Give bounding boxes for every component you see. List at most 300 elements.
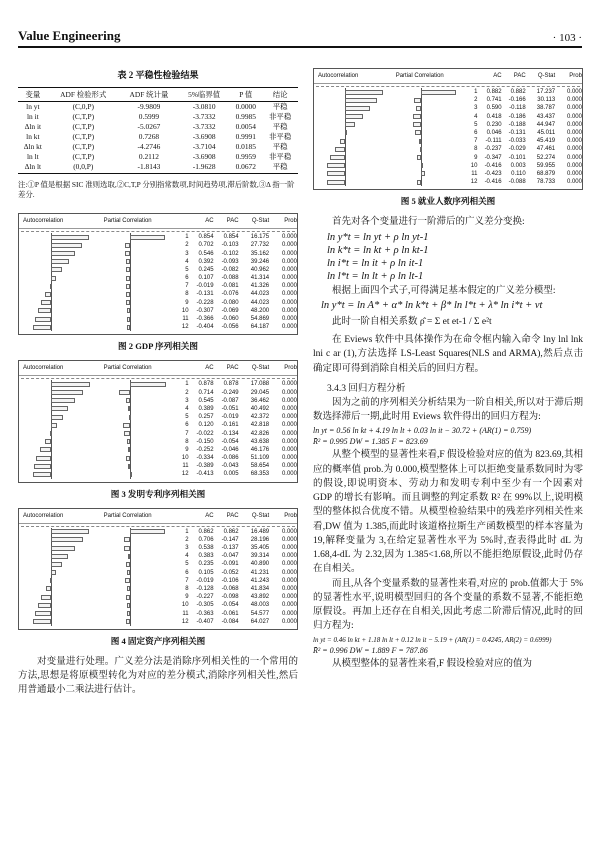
- value-ac: -0.131: [196, 291, 214, 298]
- table-row: [18, 122, 298, 132]
- ac-bar: [51, 235, 89, 240]
- table-header-cell: ADF 检验形式: [48, 88, 119, 102]
- value-ac: 0.741: [486, 97, 502, 104]
- value-ac: -0.407: [196, 618, 214, 625]
- table-row: [18, 132, 298, 142]
- section-heading: 3.4.3 回归方程分析: [327, 383, 406, 394]
- rho-formula: 此时一阶自相关系数 ρ̂ = Σ et et-1 / Σ e²t: [332, 316, 492, 327]
- pac-bar-cell: [100, 610, 175, 618]
- correlogram-header-cell: AC: [205, 512, 214, 519]
- correlogram-header-cell: PAC: [226, 365, 239, 372]
- divider: [21, 378, 295, 379]
- axis-line: [51, 315, 52, 323]
- value-pac: -0.118: [509, 105, 526, 112]
- value-lag: 3: [474, 105, 478, 112]
- pac-bar-cell: [100, 560, 175, 568]
- pac-bar-cell: [100, 446, 175, 454]
- table-cell: -9.9809: [137, 101, 161, 111]
- axis-line: [130, 307, 131, 315]
- value-ac: -0.413: [196, 471, 214, 478]
- table-cell: 非平稳: [269, 152, 292, 162]
- value-pac: 0.003: [510, 162, 526, 169]
- axis-line: [130, 315, 131, 323]
- value-ac: 0.389: [198, 405, 214, 412]
- ac-bar-cell: [19, 290, 100, 298]
- correlogram-row: [19, 536, 297, 544]
- pac-bar: [124, 546, 130, 551]
- correlogram-header: [19, 509, 297, 524]
- table-cell: (C,T,P): [72, 121, 95, 131]
- value-ac: 0.706: [198, 536, 214, 543]
- axis-line: [130, 569, 131, 577]
- spacer: [314, 186, 582, 189]
- value-prob: 0.000: [281, 422, 297, 429]
- correlogram-row: [19, 601, 297, 609]
- pac-bar: [126, 259, 130, 264]
- correlogram-box: [18, 360, 298, 482]
- pac-bar-cell: [100, 307, 175, 315]
- ac-bar-cell: [19, 405, 100, 413]
- axis-line: [130, 446, 131, 454]
- divider: [316, 86, 580, 87]
- body-paragraph: 根据上面四个式子,可得满足基本假定的广义差分模型:: [332, 285, 556, 296]
- ac-bar: [45, 439, 52, 444]
- correlogram-row: [19, 307, 297, 315]
- value-q: 68.879: [536, 170, 556, 177]
- axis-line: [130, 282, 131, 290]
- value-prob: 0.000: [281, 528, 297, 535]
- axis-line: [130, 421, 131, 429]
- pac-bar-cell: [100, 536, 175, 544]
- pac-bar-cell: [100, 430, 175, 438]
- value-q: 28.196: [250, 536, 270, 543]
- value-pac: -0.056: [221, 324, 239, 331]
- value-pac: -0.047: [221, 553, 239, 560]
- pac-bar-cell: [100, 413, 175, 421]
- ac-bar-cell: [19, 258, 100, 266]
- value-lag: 10: [470, 162, 478, 169]
- page-number: · 103 ·: [552, 32, 582, 44]
- table-cell: 0.9985: [235, 111, 256, 121]
- value-pac: -0.147: [221, 536, 239, 543]
- value-q: 43.638: [250, 438, 270, 445]
- correlogram-row: [314, 113, 582, 121]
- pac-bar: [421, 163, 423, 168]
- value-prob: 0.000: [566, 89, 582, 95]
- value-prob: 0.000: [566, 97, 582, 104]
- ac-bar-cell: [19, 593, 100, 601]
- correlogram-row: [19, 250, 297, 258]
- value-pac: -0.098: [221, 594, 239, 601]
- pac-bar-cell: [100, 454, 175, 462]
- ac-bar: [34, 464, 51, 469]
- correlogram-box: [313, 68, 583, 190]
- pac-bar: [126, 267, 129, 272]
- value-q: 48.003: [250, 602, 270, 609]
- value-lag: 9: [185, 299, 189, 306]
- axis-line: [130, 405, 131, 413]
- table-cell: 0.5999: [138, 111, 160, 121]
- value-q: 17.237: [536, 89, 556, 95]
- ac-bar: [330, 155, 345, 160]
- pac-bar-cell: [392, 137, 464, 145]
- value-prob: 0.000: [281, 275, 297, 282]
- ac-bar: [51, 537, 82, 542]
- value-prob: 0.000: [281, 324, 297, 331]
- value-lag: 6: [185, 422, 189, 429]
- ac-bar-cell: [314, 137, 392, 145]
- value-pac: -0.088: [221, 275, 239, 282]
- pac-bar: [126, 595, 130, 600]
- value-prob: 0.000: [281, 250, 297, 257]
- value-prob: 0.000: [281, 283, 297, 290]
- value-lag: 3: [185, 545, 189, 552]
- ac-bar: [51, 382, 90, 387]
- value-ac: 0.538: [198, 545, 214, 552]
- value-pac: -0.186: [508, 113, 526, 120]
- value-prob: 0.000: [281, 545, 297, 552]
- value-ac: 0.590: [486, 105, 502, 112]
- value-lag: 7: [185, 430, 189, 437]
- axis-line: [51, 585, 52, 593]
- body-paragraph: 因为之前的序列相关分析结果为一阶自相关,所以对于滞后期数选择滞后一期,此时用 Eviews 软件得出的回归方程为:: [313, 397, 583, 422]
- table-cell: 平稳: [262, 163, 298, 174]
- ac-bar: [51, 406, 68, 411]
- value-prob: 0.000: [281, 405, 297, 412]
- axis-line: [421, 129, 422, 137]
- correlogram-row: [19, 290, 297, 298]
- value-q: 64.187: [250, 324, 270, 331]
- equation: ln k*t = ln kt + ρ ln kt-1: [327, 244, 429, 256]
- axis-line: [130, 389, 131, 397]
- value-q: 44.947: [536, 121, 556, 128]
- table-cell: ln it: [26, 111, 39, 121]
- correlogram-row: [19, 413, 297, 421]
- ac-bar: [51, 251, 75, 256]
- pac-bar: [125, 243, 129, 248]
- value-q: 44.023: [250, 299, 270, 306]
- value-prob: 0.000: [281, 414, 297, 421]
- value-q: 30.113: [537, 97, 556, 104]
- pac-bar-cell: [100, 577, 175, 585]
- ac-bar: [51, 267, 62, 272]
- value-pac: 0.854: [223, 234, 239, 241]
- value-pac: -0.161: [221, 422, 239, 429]
- axis-line: [345, 162, 346, 170]
- pac-bar-cell: [100, 569, 175, 577]
- correlogram-row: [314, 104, 582, 112]
- value-ac: 0.383: [198, 553, 214, 560]
- value-ac: -0.022: [196, 430, 214, 437]
- pac-bar-cell: [392, 88, 464, 96]
- value-pac: -0.082: [221, 266, 239, 273]
- pac-bar-cell: [100, 601, 175, 609]
- correlogram-header-cell: AC: [205, 218, 214, 225]
- table-cell: 平稳: [272, 142, 288, 152]
- value-ac: 0.120: [198, 422, 214, 429]
- table-header-cell: ADF 统计量: [119, 88, 179, 102]
- value-ac: -0.389: [196, 463, 214, 470]
- value-prob: 0.000: [281, 569, 297, 576]
- value-pac: -0.054: [221, 438, 239, 445]
- correlogram-row: [19, 577, 297, 585]
- value-q: 40.962: [250, 266, 270, 273]
- value-prob: 0.000: [566, 170, 582, 177]
- value-q: 16.489: [250, 528, 270, 535]
- value-ac: 0.235: [198, 561, 214, 568]
- pac-bar: [417, 180, 421, 185]
- table-cell: 0.9959: [235, 152, 256, 162]
- value-ac: -0.416: [484, 162, 502, 169]
- pac-bar-cell: [100, 233, 175, 241]
- value-pac: -0.068: [221, 585, 239, 592]
- correlogram-row: [314, 96, 582, 104]
- correlogram-row: [314, 145, 582, 153]
- ac-bar-cell: [314, 129, 392, 137]
- value-pac: -0.101: [508, 154, 526, 161]
- ac-bar-cell: [314, 162, 392, 170]
- value-lag: 7: [185, 283, 189, 290]
- value-lag: 11: [182, 610, 189, 617]
- value-q: 38.787: [536, 105, 556, 112]
- ac-bar-cell: [19, 618, 100, 626]
- pac-bar: [130, 235, 165, 240]
- axis-line: [130, 299, 131, 307]
- pac-bar-cell: [100, 290, 175, 298]
- value-q: 42.818: [250, 422, 270, 429]
- pac-bar-cell: [100, 593, 175, 601]
- pac-bar: [128, 464, 130, 469]
- value-prob: 0.000: [281, 618, 297, 625]
- value-q: 39.246: [250, 258, 270, 265]
- table-cell: (C,T,P): [72, 111, 95, 121]
- pac-bar: [127, 439, 129, 444]
- pac-bar-cell: [100, 462, 175, 470]
- axis-line: [130, 438, 131, 446]
- value-lag: 5: [185, 266, 189, 273]
- table-cell: 非平稳: [269, 132, 292, 142]
- value-prob: 0.000: [281, 242, 297, 249]
- value-pac: 0.882: [510, 89, 526, 95]
- value-lag: 8: [185, 438, 189, 445]
- correlogram-header-cell: Q-Stat: [251, 218, 270, 225]
- ac-bar: [51, 546, 75, 551]
- value-ac: -0.305: [196, 602, 214, 609]
- table-cell: -4.2746: [137, 142, 161, 152]
- value-lag: 3: [185, 397, 189, 404]
- value-pac: -0.054: [221, 602, 239, 609]
- value-lag: 4: [185, 258, 189, 265]
- equation: ln i*t = ln it + ρ ln it-1: [327, 257, 424, 269]
- pac-bar: [125, 251, 129, 256]
- value-lag: 9: [185, 594, 189, 601]
- value-lag: 5: [185, 561, 189, 568]
- figure-caption: 图 3 发明专利序列相关图: [110, 488, 206, 499]
- table-cell: -3.6908: [192, 152, 216, 162]
- correlogram-header-cell: Partial Correlation: [103, 365, 152, 372]
- ac-bar-cell: [19, 446, 100, 454]
- table-caption: 表 2 平稳性检验结果: [117, 70, 199, 80]
- value-q: 41.834: [250, 585, 270, 592]
- correlogram-header-cell: AC: [493, 73, 502, 79]
- pac-bar-cell: [100, 315, 175, 323]
- correlogram-row: [19, 462, 297, 470]
- axis-line: [345, 145, 346, 153]
- value-ac: -0.128: [196, 585, 214, 592]
- axis-line: [421, 96, 422, 104]
- correlogram-gdp: [18, 213, 298, 352]
- ac-bar-cell: [19, 380, 100, 388]
- value-prob: 0.000: [566, 121, 582, 128]
- correlogram-row: [314, 137, 582, 145]
- correlogram-header: [19, 361, 297, 376]
- correlogram-row: [19, 552, 297, 560]
- value-ac: -0.019: [196, 283, 214, 290]
- value-prob: 0.000: [281, 307, 297, 314]
- axis-line: [130, 544, 131, 552]
- correlogram-header-cell: Prob: [284, 512, 297, 519]
- table-cell: -5.0267: [137, 121, 161, 131]
- pac-bar-cell: [100, 250, 175, 258]
- value-lag: 12: [181, 471, 189, 478]
- value-prob: 0.000: [281, 471, 297, 478]
- table-header-cell: 结论: [262, 88, 298, 102]
- figure-caption: 图 4 固定资产序列相关图: [110, 635, 206, 646]
- value-ac: -0.150: [196, 438, 214, 445]
- pac-bar: [126, 284, 129, 289]
- axis-line: [421, 104, 422, 112]
- pac-bar: [123, 423, 130, 428]
- figure-caption: 图 5 就业人数序列相关图: [400, 196, 496, 207]
- value-lag: 1: [474, 89, 478, 95]
- pac-bar-cell: [392, 96, 464, 104]
- pac-bar: [127, 308, 130, 313]
- axis-line: [51, 593, 52, 601]
- value-q: 47.461: [536, 146, 556, 153]
- ac-bar: [345, 122, 355, 127]
- pac-bar-cell: [100, 266, 175, 274]
- value-lag: 4: [474, 113, 478, 120]
- pac-bar: [129, 415, 131, 420]
- value-q: 44.023: [250, 291, 270, 298]
- ac-bar: [38, 603, 52, 608]
- value-pac: -0.103: [221, 242, 239, 249]
- value-prob: 0.000: [281, 536, 297, 543]
- correlogram-row: [19, 585, 297, 593]
- ac-bar-cell: [19, 250, 100, 258]
- value-q: 40.890: [250, 561, 270, 568]
- table-cell: (C,0,P): [72, 101, 94, 111]
- value-pac: -0.043: [221, 463, 239, 470]
- table-cell: 平稳: [272, 121, 288, 131]
- correlogram-header-cell: Partial Correlation: [395, 73, 444, 79]
- table-cell: 非平稳: [269, 111, 292, 121]
- value-ac: 0.105: [198, 569, 214, 576]
- value-prob: 0.000: [281, 610, 297, 617]
- pac-bar: [128, 406, 130, 411]
- pac-bar-cell: [100, 585, 175, 593]
- pac-bar-cell: [392, 162, 464, 170]
- value-q: 42.372: [250, 414, 270, 421]
- correlogram-header-cell: Partial Correlation: [103, 512, 152, 519]
- pac-bar-cell: [100, 389, 175, 397]
- value-prob: 0.000: [281, 299, 297, 306]
- value-ac: 0.882: [486, 89, 502, 95]
- correlogram-row: [19, 430, 297, 438]
- axis-line: [51, 610, 52, 618]
- value-ac: 0.862: [198, 528, 214, 535]
- pac-bar-cell: [100, 299, 175, 307]
- ac-bar-cell: [19, 552, 100, 560]
- ac-bar-cell: [314, 145, 392, 153]
- pac-bar-cell: [100, 552, 175, 560]
- ac-bar-cell: [19, 233, 100, 241]
- value-prob: 0.000: [281, 602, 297, 609]
- value-prob: 0.000: [281, 446, 297, 453]
- pac-bar-cell: [100, 421, 175, 429]
- pac-bar: [127, 586, 130, 591]
- value-prob: 0.000: [281, 397, 297, 404]
- table-cell: 0.9991: [235, 132, 256, 142]
- value-q: 51.109: [250, 455, 270, 462]
- ac-bar: [51, 554, 68, 559]
- value-lag: 8: [474, 146, 478, 153]
- table-cell: 0.0000: [235, 101, 256, 111]
- value-prob: 0.000: [566, 105, 582, 112]
- value-lag: 7: [185, 577, 189, 584]
- body-paragraph: 从模型整体的显著性来看,F 假设检验对应的值为: [332, 658, 533, 669]
- ac-bar-cell: [19, 462, 100, 470]
- ac-bar: [345, 90, 383, 95]
- pac-bar: [128, 554, 130, 559]
- ac-bar-cell: [19, 528, 100, 536]
- pac-bar: [421, 171, 425, 176]
- axis-line: [130, 274, 131, 282]
- value-prob: 0.000: [566, 146, 582, 153]
- ac-bar-cell: [19, 282, 100, 290]
- axis-line: [421, 154, 422, 162]
- ac-bar: [51, 259, 68, 264]
- value-pac: -0.102: [221, 250, 239, 257]
- value-lag: 6: [474, 129, 478, 136]
- value-ac: -0.363: [196, 610, 214, 617]
- ac-bar: [51, 398, 75, 403]
- ac-bar-cell: [314, 113, 392, 121]
- correlogram-row: [19, 233, 297, 241]
- correlogram-row: [19, 560, 297, 568]
- table-cell: 0.0672: [229, 163, 262, 174]
- correlogram-row: [19, 569, 297, 577]
- pac-bar: [421, 90, 456, 95]
- pac-bar: [126, 292, 129, 297]
- table-cell: -3.6908: [192, 132, 216, 142]
- correlogram-header-cell: PAC: [226, 512, 239, 519]
- value-q: 58.654: [250, 463, 270, 470]
- value-lag: 10: [181, 602, 189, 609]
- value-q: 78.733: [536, 179, 556, 186]
- correlogram-row: [19, 544, 297, 552]
- value-pac: -0.091: [221, 561, 239, 568]
- model-equation: ln y*t = ln A* + α* ln k*t + β* ln l*t + λ* ln i*t + νt: [321, 299, 543, 311]
- value-ac: 0.230: [486, 121, 502, 128]
- value-pac: 0.110: [511, 170, 526, 177]
- value-q: 41.243: [250, 577, 270, 584]
- correlogram-header-cell: Autocorrelation: [23, 365, 64, 372]
- axis-line: [130, 266, 131, 274]
- value-ac: -0.404: [196, 324, 214, 331]
- axis-line: [130, 258, 131, 266]
- ac-bar-cell: [19, 430, 100, 438]
